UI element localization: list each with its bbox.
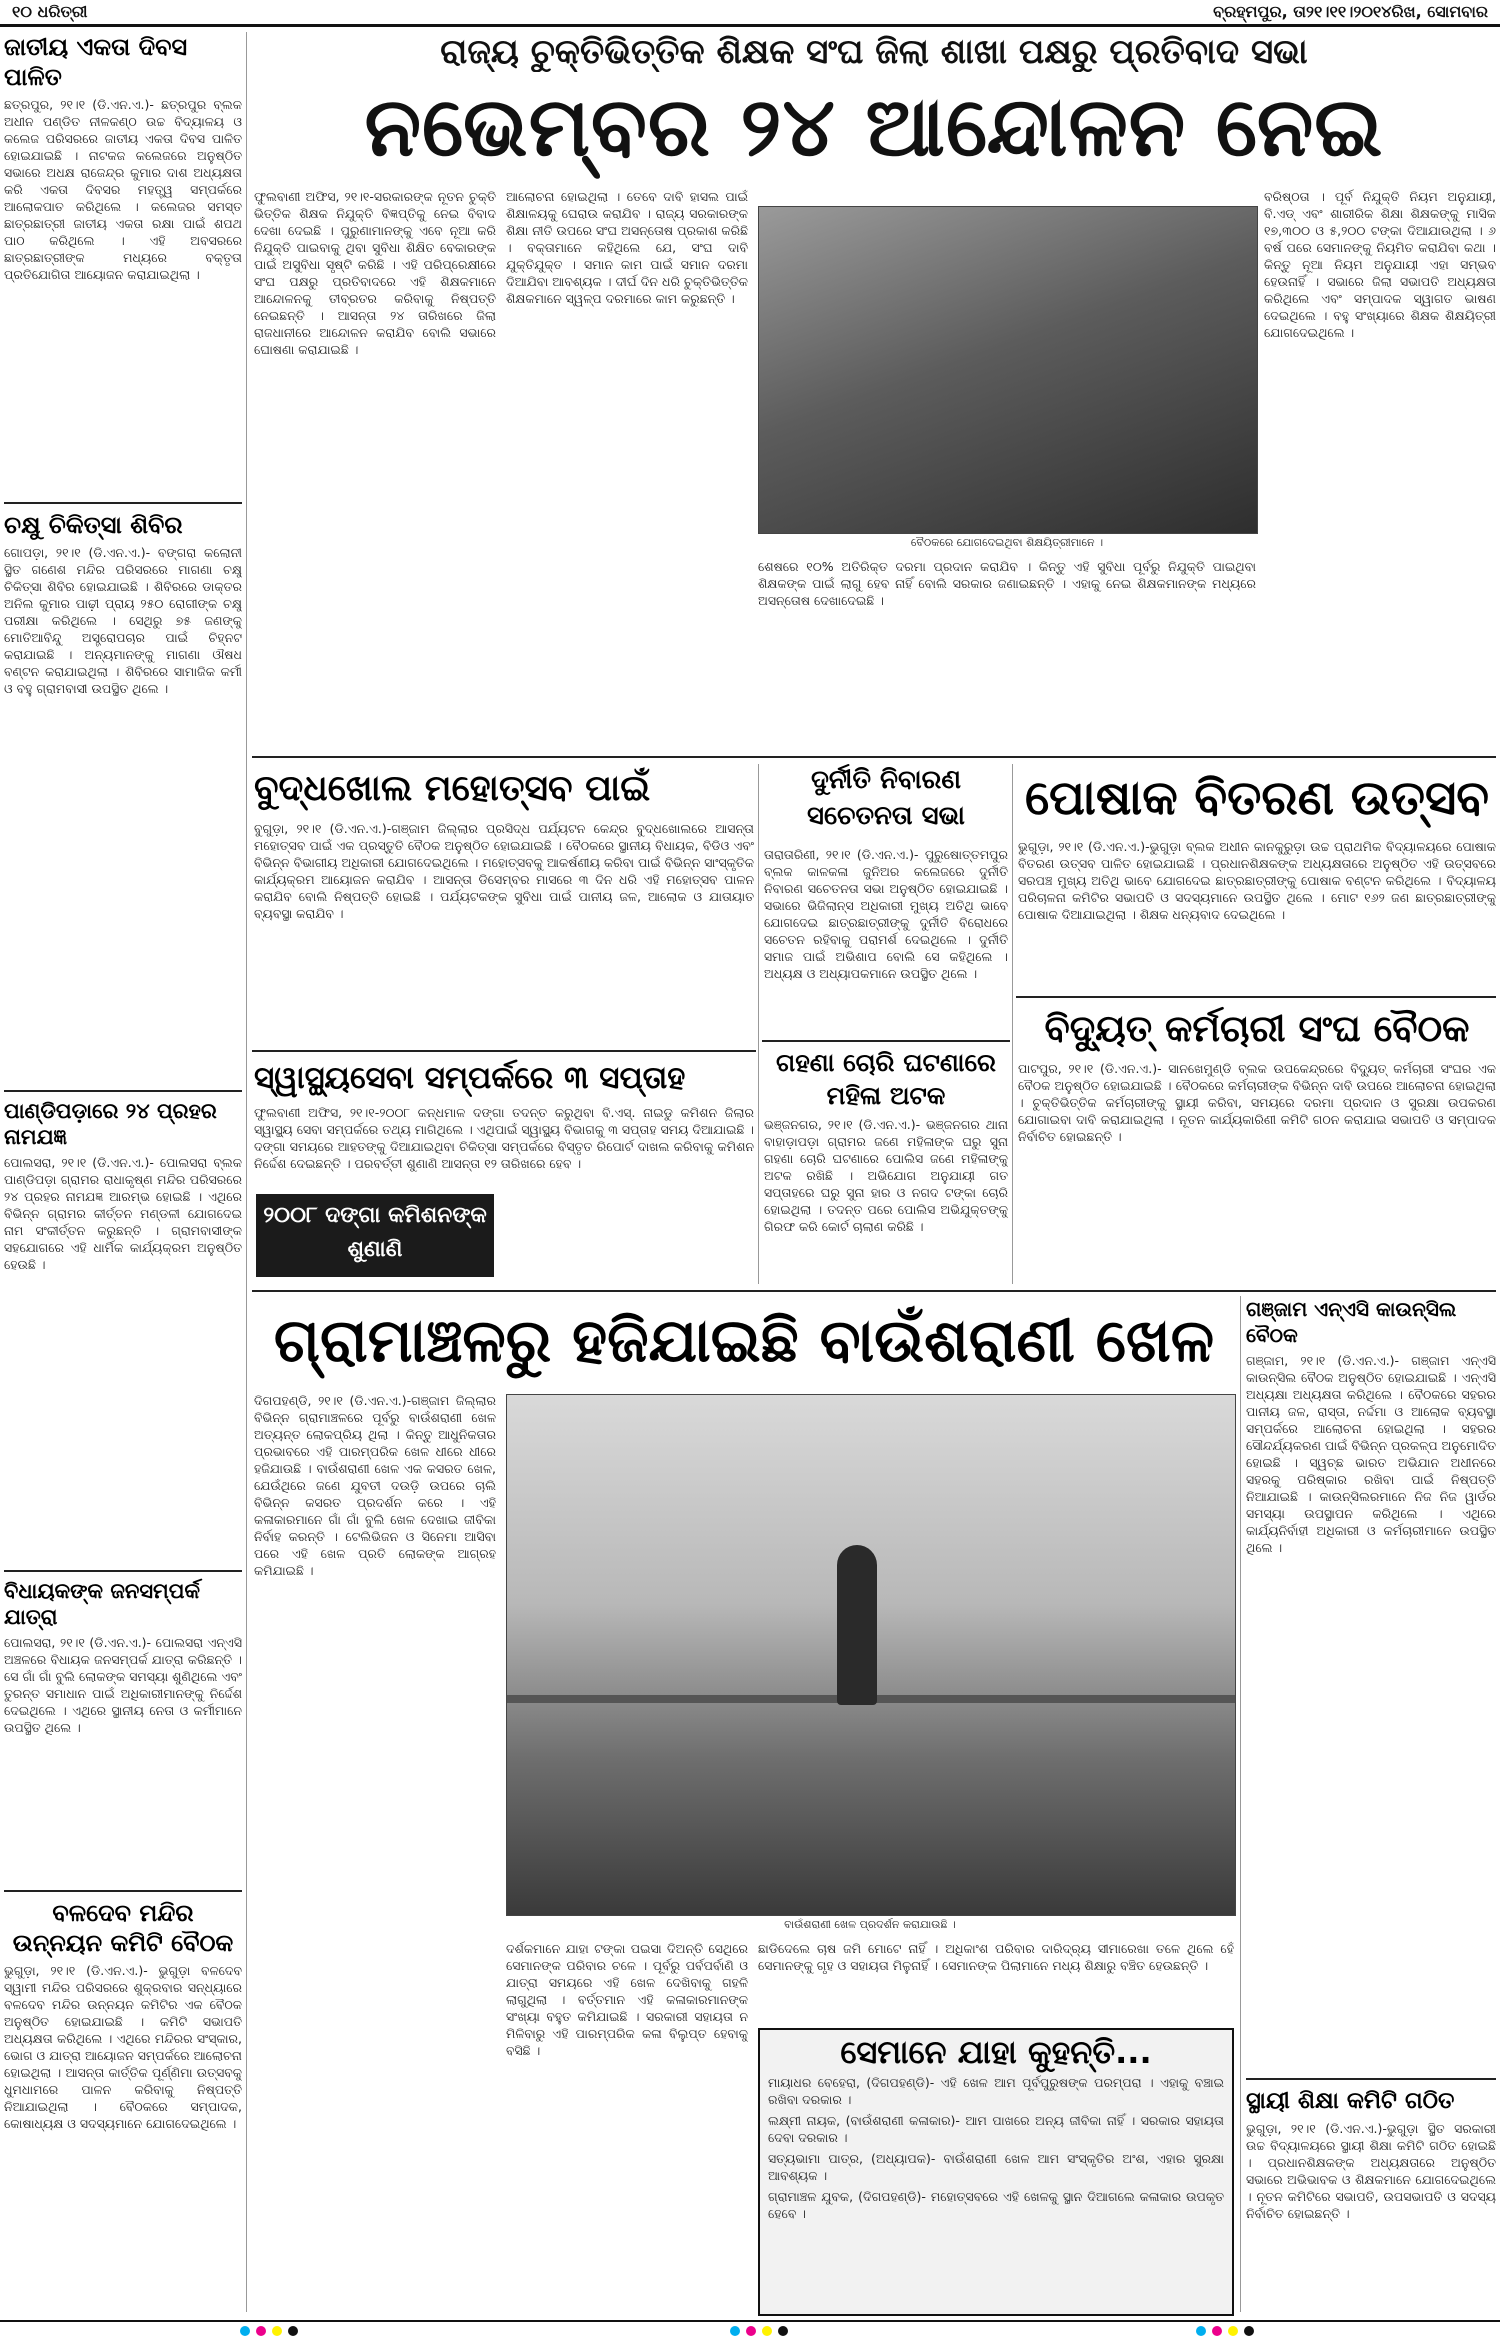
cyan-mark-icon <box>1196 2326 1206 2336</box>
divider <box>1246 2078 1496 2080</box>
story-headline: ଚକ୍ଷୁ ଚିକିତ୍ସା ଶିବିର <box>4 511 183 539</box>
cyan-mark-icon <box>730 2326 740 2336</box>
feature-body-col1: ଦିଗପହଣ୍ଡି, ୨୧।୧ (ଡି.ଏନ.ଏ.)-ଗଞ୍ଜାମ ଜିଲ୍ଲାର ବିଭିନ୍ନ ଗ୍ରାମାଞ୍ଚଳରେ ପୂର୍ବରୁ ବାଉଁଶରାଣୀ ଖେଳ ଅତ୍ୟନ୍ତ ଲୋକପ୍ରିୟ ଥିଲା । କିନ୍ତୁ ଆଧୁନିକତାର ପ୍ରଭାବରେ ଏହି ପାରମ୍ପରିକ ଖେଳ ଧୀରେ ଧୀରେ ହଜିଯାଉଛି । ବାଉଁଶରାଣୀ ଖେଳ ଏକ କସରତ ଖେଳ, ଯେଉଁଥିରେ ଜଣେ ଯୁବତୀ ଦଉଡ଼ି ଉପରେ ଚାଲି ବିଭିନ୍ନ କସରତ ପ୍ରଦର୍ଶନ କରେ । ଏହି କଳାକାରମାନେ ଗାଁ ଗାଁ ବୁଲି ଖେଳ ଦେଖାଇ ଜୀବିକା ନିର୍ବାହ କରନ୍ତି । ଟେଲିଭିଜନ ଓ ସିନେମା ଆସିବା ପରେ ଏହି ଖେଳ ପ୍ରତି ଲୋକଙ୍କ ଆଗ୍ରହ କମିଯାଇଛି । <box>254 1393 496 1578</box>
quote-item: ମାୟାଧର ବେହେରା, (ଦିଗପହଣ୍ଡି)- ଏହି ଖେଳ ଆମ ପୂର୍ବପୁରୁଷଙ୍କ ପରମ୍ପରା । ଏହାକୁ ବଞ୍ଚାଇ ରଖିବା ଦରକାର । <box>768 2075 1224 2107</box>
story-headline: ଦୁର୍ନୀତି ନିବାରଣ ସଚେତନତା ସଭା <box>807 765 965 831</box>
lead-body-col4: ବରିଷ୍ଠତା । ପୂର୍ବ ନିଯୁକ୍ତି ନିୟମ ଅନୁଯାୟୀ, ବି.ଏଡ୍ ଏବଂ ଶାରୀରିକ ଶିକ୍ଷା ଶିକ୍ଷକଙ୍କୁ ମାସିକ ୧୭,୩୦୦ ଓ ୫,୨୦୦ ଟଙ୍କା ଦିଆଯାଉଥିଲା । ୬ ବର୍ଷ ପରେ ସେମାନଙ୍କୁ ନିୟମିତ କରାଯିବା କଥା । କିନ୍ତୁ ନୂଆ ନିୟମ ଅନୁଯାୟୀ ଏହା ସମ୍ଭବ ହେଉନାହିଁ । ସଭାରେ ଜିଲା ସଭାପତି ଅଧ୍ୟକ୍ଷତା କରିଥିଲେ ଏବଂ ସମ୍ପାଦକ ସ୍ୱାଗତ ଭାଷଣ ଦେଇଥିଲେ । ବହୁ ସଂଖ୍ୟାରେ ଶିକ୍ଷକ ଶିକ୍ଷୟିତ୍ରୀ ଯୋଗଦେଇଥିଲେ । <box>1264 189 1496 340</box>
lead-body-col1: ଫୁଲବାଣୀ ଅଫିସ, ୨୧।୧-ସରକାରଙ୍କ ନୂତନ ଚୁକ୍ତି ଭିତ୍ତିକ ଶିକ୍ଷକ ନିଯୁକ୍ତି ବିଜ୍ଞପ୍ତିକୁ ନେଇ ବିବାଦ ଦେଖା ଦେଇଛି । ପୁରୁଣାମାନଙ୍କୁ ଏବେ ନୂଆ କରି ନିଯୁକ୍ତି ପାଇବାକୁ ଥିବା ସୁବିଧା ଶିକ୍ଷିତ ବେକାରଙ୍କ ପାଇଁ ଅସୁବିଧା ସୃଷ୍ଟି କରିଛି । ଏହି ପରିପ୍ରେକ୍ଷୀରେ ସଂଘ ପକ୍ଷରୁ ପ୍ରତିବାଦରେ ଏହି ଶିକ୍ଷକମାନେ ଆନ୍ଦୋଳନକୁ ତୀବ୍ରତର କରିବାକୁ ନିଷ୍ପତ୍ତି ନେଇଛନ୍ତି । ଆସନ୍ତା ୨୪ ତାରିଖରେ ଜିଲା ରାଜଧାନୀରେ ଆନ୍ଦୋଳନ କରାଯିବ ବୋଲି ସଭାରେ ଘୋଷଣା କରାଯାଇଛି । <box>254 189 496 357</box>
quotes-title: ସେମାନେ ଯାହା କୁହନ୍ତି... <box>840 2033 1152 2071</box>
story-body: ଭୁଗୁଡ଼ା, ୨୧।୧ (ଡି.ଏନ.ଏ.)- ଭୁଗୁଡ଼ା ବଳଦେବ ସ୍ୱାମୀ ମନ୍ଦିର ପରିସରରେ ଶୁକ୍ରବାର ସନ୍ଧ୍ୟାରେ ବଳଦେବ ମନ୍ଦିର ଉନ୍ନୟନ କମିଟିର ଏକ ବୈଠକ ଅନୁଷ୍ଠିତ ହୋଇଯାଇଛି । କମିଟି ସଭାପତି ଅଧ୍ୟକ୍ଷତା କରିଥିଲେ । ଏଥିରେ ମନ୍ଦିରର ସଂସ୍କାର, ଭୋଗ ଓ ଯାତ୍ରା ଆୟୋଜନ ସମ୍ପର୍କରେ ଆଲୋଚନା ହୋଇଥିଲା । ଆସନ୍ତା କାର୍ତ୍ତିକ ପୂର୍ଣ୍ଣିମା ଉତ୍ସବକୁ ଧୁମଧାମରେ ପାଳନ କରିବାକୁ ନିଷ୍ପତ୍ତି ନିଆଯାଇଥିଲା । ବୈଠକରେ ସମ୍ପାଦକ, କୋଷାଧ୍ୟକ୍ଷ ଓ ସଦସ୍ୟମାନେ ଯୋଗଦେଇଥିଲେ । <box>4 1963 242 2131</box>
quotes-box <box>758 2028 1234 2316</box>
story-headline: ବଳଦେବ ମନ୍ଦିର ଉନ୍ନୟନ କମିଟି ବୈଠକ <box>12 1899 234 1957</box>
story-headline: ଗହଣା ଚୋରି ଘଟଣାରେ ମହିଳା ଅଟକ <box>776 1048 996 1110</box>
column-rule <box>758 764 759 1284</box>
story-body: ଗଞ୍ଜାମ, ୨୧।୧ (ଡି.ଏନ.ଏ.)- ଗଞ୍ଜାମ ଏନ୍ଏସି କାଉନ୍ସିଲ ବୈଠକ ଅନୁଷ୍ଠିତ ହୋଇଯାଇଛି । ଏନ୍ଏସି ଅଧ୍ୟକ୍ଷା ଅଧ୍ୟକ୍ଷତା କରିଥିଲେ । ବୈଠକରେ ସହରର ପାନୀୟ ଜଳ, ରାସ୍ତା, ନର୍ଦ୍ଦମା ଓ ଆଲୋକ ବ୍ୟବସ୍ଥା ସମ୍ପର୍କରେ ଆଲୋଚନା ହୋଇଥିଲା । ସହରର ସୌନ୍ଦର୍ଯ୍ୟକରଣ ପାଇଁ ବିଭିନ୍ନ ପ୍ରକଳ୍ପ ଅନୁମୋଦିତ ହୋଇଛି । ସ୍ୱଚ୍ଛ ଭାରତ ଅଭିଯାନ ଅଧୀନରେ ସହରକୁ ପରିଷ୍କାର ରଖିବା ପାଇଁ ନିଷ୍ପତ୍ତି ନିଆଯାଇଛି । କାଉନ୍ସିଲରମାନେ ନିଜ ନିଜ ୱାର୍ଡର ସମସ୍ୟା ଉପସ୍ଥାପନ କରିଥିଲେ । ଏଥିରେ କାର୍ଯ୍ୟନିର୍ବାହୀ ଅଧିକାରୀ ଓ କର୍ମଚାରୀମାନେ ଉପସ୍ଥିତ ଥିଲେ । <box>1246 1353 1496 1555</box>
story-headline: ବିଧାୟକଙ୍କ ଜନସମ୍ପର୍କ ଯାତ୍ରା <box>4 1579 200 1629</box>
divider <box>4 502 242 504</box>
yellow-mark-icon <box>762 2326 772 2336</box>
black-mark-icon <box>288 2326 298 2336</box>
feature-photo-caption: ବାଉଁଶରାଣୀ ଖେଳ ପ୍ରଦର୍ଶନ କରାଯାଉଛି । <box>784 1918 956 1931</box>
magenta-mark-icon <box>746 2326 756 2336</box>
story-body: ତାରାତାରିଣୀ, ୨୧।୧ (ଡି.ଏନ.ଏ.)- ପୁରୁଷୋତ୍ତମପୁର ବ୍ଲକ କାଳକଳା ଜୁନିଅର କଲେଜରେ ଦୁର୍ନୀତି ନିବାରଣ ସଚେତନତା ସଭା ଅନୁଷ୍ଠିତ ହୋଇଯାଇଛି । ସଭାରେ ଭିଜିଲାନ୍ସ ଅଧିକାରୀ ମୁଖ୍ୟ ଅତିଥି ଭାବେ ଯୋଗଦେଇ ଛାତ୍ରଛାତ୍ରୀଙ୍କୁ ଦୁର୍ନୀତି ବିରୋଧରେ ସଚେତନ ରହିବାକୁ ପରାମର୍ଶ ଦେଇଥିଲେ । ଦୁର୍ନୀତି ସମାଜ ପାଇଁ ଅଭିଶାପ ବୋଲି ସେ କହିଥିଲେ । ଅଧ୍ୟକ୍ଷ ଓ ଅଧ୍ୟାପକମାନେ ଉପସ୍ଥିତ ଥିଲେ । <box>764 847 1008 981</box>
column-rule <box>1240 1296 1241 2312</box>
story-body: ବୁଗୁଡ଼ା, ୨୧।୧ (ଡି.ଏନ.ଏ.)-ଗଞ୍ଜାମ ଜିଲ୍ଲାର ପ୍ରସିଦ୍ଧ ପର୍ଯ୍ୟଟନ କେନ୍ଦ୍ର ବୁଦ୍ଧଖୋଲରେ ଆସନ୍ତା ମହୋତ୍ସବ ପାଇଁ ଏକ ପ୍ରସ୍ତୁତି ବୈଠକ ଅନୁଷ୍ଠିତ ହୋଇଯାଇଛି । ବୈଠକରେ ସ୍ଥାନୀୟ ବିଧାୟକ, ବିଡିଓ ଏବଂ ବିଭିନ୍ନ ବିଭାଗୀୟ ଅଧିକାରୀ ଯୋଗଦେଇଥିଲେ । ମହୋତ୍ସବକୁ ଆକର୍ଷଣୀୟ କରିବା ପାଇଁ ବିଭିନ୍ନ ସାଂସ୍କୃତିକ କାର୍ଯ୍ୟକ୍ରମ ଆୟୋଜନ କରାଯିବ । ଆସନ୍ତା ଡିସେମ୍ବର ମାସରେ ୩ ଦିନ ଧରି ଏହି ମହୋତ୍ସବ ପାଳନ କରାଯିବ ବୋଲି ନିଷ୍ପତ୍ତି ହୋଇଛି । ପର୍ଯ୍ୟଟକଙ୍କ ସୁବିଧା ପାଇଁ ପାନୀୟ ଜଳ, ଆଲୋକ ଓ ଯାତାୟାତ ବ୍ୟବସ୍ଥା କରାଯିବ । <box>254 821 754 921</box>
feature-body-col3: ଛାଡିଦେଲେ ଚାଷ ଜମି ମୋଟେ ନାହିଁ । ଅଧିକାଂଶ ପରିବାର ଦାରିଦ୍ର୍ୟ ସୀମାରେଖା ତଳେ ଥିଲେ ହେଁ ସେମାନଙ୍କୁ ଗୃହ ଓ ସହାୟତା ମିଳୁନାହିଁ । ସେମାନଙ୍କ ପିଲାମାନେ ମଧ୍ୟ ଶିକ୍ଷାରୁ ବଞ୍ଚିତ ହେଉଛନ୍ତି । <box>758 1941 1234 1973</box>
lead-headline: ନଭେମ୍ବର ୨୪ ଆନ୍ଦୋଳନ ନେଇ <box>364 80 1384 175</box>
yellow-mark-icon <box>1228 2326 1238 2336</box>
quote-item: ଗ୍ରାମାଞ୍ଚଳ ଯୁବକ, (ଦିଗପହଣ୍ଡି)- ମହୋତ୍ସବରେ ଏହି ଖେଳକୁ ସ୍ଥାନ ଦିଆଗଲେ କଳାକାର ଉପକୃତ ହେବେ । <box>768 2189 1224 2221</box>
story-headline: ଜାତୀୟ ଏକତା ଦିବସ ପାଳିତ <box>4 33 188 91</box>
page-header <box>0 0 1500 27</box>
divider <box>252 1290 1496 1292</box>
lead-kicker: ରାଜ୍ୟ ଚୁକ୍ତିଭିତ୍ତିକ ଶିକ୍ଷକ ସଂଘ ଜିଲା ଶାଖା ପକ୍ଷରୁ ପ୍ରତିବାଦ ସଭା <box>440 32 1308 72</box>
black-mark-icon <box>778 2326 788 2336</box>
magenta-mark-icon <box>1212 2326 1222 2336</box>
yellow-mark-icon <box>272 2326 282 2336</box>
story-headline: ଗଞ୍ଜାମ ଏନ୍ଏସି କାଉନ୍ସିଲ ବୈଠକ <box>1246 1297 1457 1347</box>
print-footer <box>0 2320 1500 2341</box>
left-column <box>4 32 242 2317</box>
story-headline: ବିଦ୍ୟୁତ୍ କର୍ମଚାରୀ ସଂଘ ବୈଠକ <box>1044 1007 1470 1050</box>
divider <box>762 1040 1010 1042</box>
feature-headline: ଗ୍ରାମାଞ୍ଚଳରୁ ହଜିଯାଇଛି ବାଉଁଶରାଣୀ ଖେଳ <box>273 1306 1215 1376</box>
right-lower-column <box>1246 1296 1496 2312</box>
story-body: ପୋଲସରା, ୨୧।୧ (ଡି.ଏନ.ଏ.)- ପୋଲସରା ବ୍ଲକ ପାଣ୍ଡିପଡ଼ା ଗ୍ରାମର ରାଧାକୃଷ୍ଣ ମନ୍ଦିର ପରିସରରେ ୨୪ ପ୍ରହର ନାମଯଜ୍ଞ ଆରମ୍ଭ ହୋଇଛି । ଏଥିରେ ବିଭିନ୍ନ ଗ୍ରାମର କୀର୍ତ୍ତନ ମଣ୍ଡଳୀ ଯୋଗଦେଇ ନାମ ସଂକୀର୍ତ୍ତନ କରୁଛନ୍ତି । ଗ୍ରାମବାସୀଙ୍କ ସହଯୋଗରେ ଏହି ଧାର୍ମିକ କାର୍ଯ୍ୟକ୍ରମ ଅନୁଷ୍ଠିତ ହେଉଛି । <box>4 1155 242 1272</box>
story-headline: ବୁଦ୍ଧଖୋଲ ମହୋତ୍ସବ ପାଇଁ <box>254 768 651 809</box>
story-body: ଗୋପଡ଼ା, ୨୧।୧ (ଡି.ଏନ.ଏ.)- ବଙ୍ଗରା କଲୋନୀ ସ୍ଥିତ ଗଣେଶ ମନ୍ଦିର ପରିସରରେ ମାଗଣା ଚକ୍ଷୁ ଚିକିତ୍ସା ଶିବିର ହୋଇଯାଇଛି । ଶିବିରରେ ଡାକ୍ତର ଅନିଲ କୁମାର ପାଢ଼ୀ ପ୍ରାୟ ୨୫୦ ରୋଗୀଙ୍କ ଚକ୍ଷୁ ପରୀକ୍ଷା କରିଥିଲେ । ସେଥିରୁ ୭୫ ଜଣଙ୍କୁ ମୋତିଆବିନ୍ଦୁ ଅସ୍ତ୍ରୋପଚାର ପାଇଁ ଚିହ୍ନଟ କରାଯାଇଛି । ଅନ୍ୟମାନଙ୍କୁ ମାଗଣା ଔଷଧ ବଣ୍ଟନ କରାଯାଇଥିଲା । ଶିବିରରେ ସାମାଜିକ କର୍ମୀ ଓ ବହୁ ଗ୍ରାମବାସୀ ଉପସ୍ଥିତ ଥିଲେ । <box>4 545 242 696</box>
story-headline: ପାଣ୍ଡିପଡ଼ାରେ ୨୪ ପ୍ରହର ନାମଯଜ୍ଞ <box>4 1099 217 1149</box>
cyan-mark-icon <box>240 2326 250 2336</box>
quote-item: ସତ୍ୟଭାମା ପାତ୍ର, (ଅଧ୍ୟାପକ)- ବାଉଁଶରାଣୀ ଖେଳ ଆମ ସଂସ୍କୃତିର ଅଂଶ, ଏହାର ସୁରକ୍ଷା ଆବଶ୍ୟକ । <box>768 2151 1224 2183</box>
story-headline: ସ୍ଥାୟୀ ଶିକ୍ଷା କମିଟି ଗଠିତ <box>1246 2088 1455 2114</box>
story-headline: ପୋଷାକ ବିତରଣ ଉତ୍ସବ <box>1024 770 1490 826</box>
lead-photo <box>758 206 1258 534</box>
divider <box>4 1890 242 1892</box>
lead-body-col3: ଶେଷରେ ୧୦% ଅତିରିକ୍ତ ଦରମା ପ୍ରଦାନ କରାଯିବ । କିନ୍ତୁ ଏହି ସୁବିଧା ପୂର୍ବରୁ ନିଯୁକ୍ତି ପାଇଥିବା ଶିକ୍ଷକଙ୍କ ପାଇଁ ଲାଗୁ ହେବ ନାହିଁ ବୋଲି ସରକାର ଜଣାଇଛନ୍ତି । ଏହାକୁ ନେଇ ଶିକ୍ଷକମାନଙ୍କ ମଧ୍ୟରେ ଅସନ୍ତୋଷ ଦେଖାଦେଇଛି । <box>758 559 1256 608</box>
story-body: ଭଞ୍ଜନଗର, ୨୧।୧ (ଡି.ଏନ.ଏ.)- ଭଞ୍ଜନଗର ଥାନା ବାହାଡ଼ାପଡ଼ା ଗ୍ରାମର ଜଣେ ମହିଳାଙ୍କ ଘରୁ ସୁନା ଗହଣା ଚୋରି ଘଟଣାରେ ପୋଲିସ ଜଣେ ମହିଳାଙ୍କୁ ଅଟକ ରଖିଛି । ଅଭିଯୋଗ ଅନୁଯାୟୀ ଗତ ସପ୍ତାହରେ ଘରୁ ସୁନା ହାର ଓ ନଗଦ ଟଙ୍କା ଚୋରି ହୋଇଥିଲା । ତଦନ୍ତ ପରେ ପୋଲିସ ଅଭିଯୁକ୍ତଙ୍କୁ ଗିରଫ କରି କୋର୍ଟ ଚାଲାଣ କରିଛି । <box>764 1117 1008 1234</box>
story-body: ପାଟପୁର, ୨୧।୧ (ଡି.ଏନ.ଏ.)- ସାନଖେମୁଣ୍ଡି ବ୍ଲକ ଉପକେନ୍ଦ୍ରରେ ବିଦ୍ୟୁତ୍ କର୍ମଚାରୀ ସଂଘର ଏକ ବୈଠକ ଅନୁଷ୍ଠିତ ହୋଇଯାଇଛି । ବୈଠକରେ କର୍ମଚାରୀଙ୍କ ବିଭିନ୍ନ ଦାବି ଉପରେ ଆଲୋଚନା ହୋଇଥିଲା । ଚୁକ୍ତିଭିତ୍ତିକ କର୍ମଚାରୀଙ୍କୁ ସ୍ଥାୟୀ କରିବା, ସମୟରେ ଦରମା ପ୍ରଦାନ ଓ ସୁରକ୍ଷା ଉପକରଣ ଯୋଗାଇବା ଦାବି କରାଯାଇଥିଲା । ନୂତନ କାର୍ଯ୍ୟକାରିଣୀ କମିଟି ଗଠନ କରାଯାଇ ସଭାପତି ଓ ସମ୍ପାଦକ ନିର୍ବାଚିତ ହୋଇଛନ୍ତି । <box>1018 1061 1496 1144</box>
lead-photo-caption: ବୈଠକରେ ଯୋଗଦେଇଥିବା ଶିକ୍ଷୟିତ୍ରୀମାନେ । <box>910 536 1104 549</box>
black-mark-icon <box>1244 2326 1254 2336</box>
story-body: ପୋଲସରା, ୨୧।୧ (ଡି.ଏନ.ଏ.)- ପୋଲସରା ଏନ୍ଏସି ଅଞ୍ଚଳରେ ବିଧାୟକ ଜନସମ୍ପର୍କ ଯାତ୍ରା କରିଛନ୍ତି । ସେ ଗାଁ ଗାଁ ବୁଲି ଲୋକଙ୍କ ସମସ୍ୟା ଶୁଣିଥିଲେ ଏବଂ ତୁରନ୍ତ ସମାଧାନ ପାଇଁ ଅଧିକାରୀମାନଙ୍କୁ ନିର୍ଦ୍ଦେଶ ଦେଇଥିଲେ । ଏଥିରେ ସ୍ଥାନୀୟ ନେତା ଓ କର୍ମୀମାନେ ଉପସ୍ଥିତ ଥିଲେ । <box>4 1635 242 1735</box>
quote-item: ଲକ୍ଷ୍ମୀ ନାୟକ, (ବାଉଁଶରାଣୀ କଳାକାର)- ଆମ ପାଖରେ ଅନ୍ୟ ଜୀବିକା ନାହିଁ । ସରକାର ସହାୟତା ଦେବା ଦରକାର । <box>768 2113 1224 2145</box>
story-body: ଭୁଗୁଡ଼ା, ୨୧।୧ (ଡି.ଏନ.ଏ.)-ଭୁଗୁଡ଼ା ସ୍ଥିତ ସରକାରୀ ଉଚ୍ଚ ବିଦ୍ୟାଳୟରେ ସ୍ଥାୟୀ ଶିକ୍ଷା କମିଟି ଗଠିତ ହୋଇଛି । ପ୍ରଧାନଶିକ୍ଷକଙ୍କ ଅଧ୍ୟକ୍ଷତାରେ ଅନୁଷ୍ଠିତ ସଭାରେ ଅଭିଭାବକ ଓ ଶିକ୍ଷକମାନେ ଯୋଗଦେଇଥିଲେ । ନୂତନ କମିଟିରେ ସଭାପତି, ଉପସଭାପତି ଓ ସଦସ୍ୟ ନିର୍ବାଚିତ ହୋଇଛନ୍ତି । <box>1246 2121 1496 2221</box>
feature-photo <box>506 1394 1236 1916</box>
magenta-mark-icon <box>256 2326 266 2336</box>
divider <box>4 1570 242 1572</box>
story-body: ଫୁଲବାଣୀ ଅଫିସ, ୨୧।୧-୨୦୦୮ କନ୍ଧମାଳ ଦଙ୍ଗା ତଦନ୍ତ କରୁଥିବା ବି.ଏସ୍. ନାଇଡୁ କମିଶନ ଜିଲାର ସ୍ୱାସ୍ଥ୍ୟ ସେବା ସମ୍ପର୍କରେ ତଥ୍ୟ ମାଗିଥିଲେ । ଏଥିପାଇଁ ସ୍ୱାସ୍ଥ୍ୟ ବିଭାଗକୁ ୩ ସପ୍ତାହ ସମୟ ଦିଆଯାଇଛି । ଦଙ୍ଗା ସମୟରେ ଆହତଙ୍କୁ ଦିଆଯାଇଥିବା ଚିକିତ୍ସା ସମ୍ପର୍କରେ ବିସ୍ତୃତ ରିପୋର୍ଟ ଦାଖଲ କରିବାକୁ କମିଶନ ନିର୍ଦ୍ଦେଶ ଦେଇଛନ୍ତି । ପରବର୍ତ୍ତୀ ଶୁଣାଣି ଆସନ୍ତା ୧୨ ତାରିଖରେ ହେବ । <box>254 1105 754 1171</box>
page-label: ୧୦ ଧରିତ୍ରୀ <box>12 2 88 21</box>
story-body: ଛତ୍ରପୁର, ୨୧।୧ (ଡି.ଏନ.ଏ.)- ଛତ୍ରପୁର ବ୍ଲକ ଅଧୀନ ପଣ୍ଡିତ ନୀଳକଣ୍ଠ ଉଚ୍ଚ ବିଦ୍ୟାଳୟ ଓ କଲେଜ ପରିସରରେ ଜାତୀୟ ଏକତା ଦିବସ ପାଳିତ ହୋଇଯାଇଛି । ନାଟକଜ କଲେଜରେ ଅନୁଷ୍ଠିତ ସଭାରେ ଅଧକ୍ଷ ରାଜେନ୍ଦ୍ର କୁମାର ଦାଶ ଅଧ୍ୟକ୍ଷତା କରି ଏକତା ଦିବସର ମହତ୍ତ୍ୱ ସମ୍ପର୍କରେ ଆଲୋକପାତ କରିଥିଲେ । କଲେଜର ସମସ୍ତ ଛାତ୍ରଛାତ୍ରୀ ଜାତୀୟ ଏକତା ରକ୍ଷା ପାଇଁ ଶପଥ ପାଠ କରିଥିଲେ । ଏହି ଅବସରରେ ଛାତ୍ରଛାତ୍ରୀଙ୍କ ମଧ୍ୟରେ ବକ୍ତୃତା ପ୍ରତିଯୋଗିତା ଆୟୋଜନ କରାଯାଇଥିଲା । <box>4 97 242 282</box>
feature-body-col2: ଦର୍ଶକମାନେ ଯାହା ଟଙ୍କା ପଇସା ଦିଅନ୍ତି ସେଥିରେ ସେମାନଙ୍କ ପରିବାର ଚଳେ । ପୂର୍ବରୁ ପର୍ବପର୍ବାଣି ଓ ଯାତ୍ରା ସମୟରେ ଏହି ଖେଳ ଦେଖିବାକୁ ଗହଳି ଲାଗୁଥିଲା । ବର୍ତ୍ତମାନ ଏହି କଳାକାରମାନଙ୍କ ସଂଖ୍ୟା ବହୁତ କମିଯାଇଛି । ସରକାରୀ ସହାୟତା ନ ମିଳିବାରୁ ଏହି ପାରମ୍ପରିକ କଳା ବିଲୁପ୍ତ ହେବାକୁ ବସିଛି । <box>506 1941 748 2058</box>
dateline: ବ୍ରହ୍ମପୁର, ତା୨୧।୧୧।୨୦୧୪ରିଖ, ସୋମବାର <box>1213 2 1488 21</box>
column-rule <box>1012 764 1013 1284</box>
column-rule <box>246 32 247 2312</box>
lead-body-col2: ଆଲୋଚନା ହୋଇଥିଲା । ତେବେ ଦାବି ହାସଲ ପାଇଁ ଶିକ୍ଷାଳୟକୁ ଘେରାଉ କରାଯିବ । ରାଜ୍ୟ ସରକାରଙ୍କ ଶିକ୍ଷା ନୀତି ଉପରେ ସଂଘ ଅସନ୍ତୋଷ ପ୍ରକାଶ କରିଛି । ବକ୍ତାମାନେ କହିଥିଲେ ଯେ, ସଂଘ ଦାବି ଯୁକ୍ତିଯୁକ୍ତ । ସମାନ କାମ ପାଇଁ ସମାନ ଦରମା ଦିଆଯିବା ଆବଶ୍ୟକ । ଦୀର୍ଘ ଦିନ ଧରି ଚୁକ୍ତିଭିତ୍ତିକ ଶିକ୍ଷକମାନେ ସ୍ୱଳ୍ପ ଦରମାରେ କାମ କରୁଛନ୍ତି । <box>506 189 748 306</box>
divider <box>252 1050 756 1052</box>
performer-figure <box>837 1545 877 1705</box>
commission-hearing-box: ୨୦୦୮ ଦଙ୍ଗା କମିଶନଙ୍କ ଶୁଣାଣି <box>256 1194 494 1277</box>
divider <box>1016 996 1496 998</box>
story-body: ଭୁଗୁଡ଼ା, ୨୧।୧ (ଡି.ଏନ.ଏ.)-ଭୁଗୁଡ଼ା ବ୍ଲକ ଅଧୀନ କାନକୁରୁଡ଼ା ଉଚ୍ଚ ପ୍ରାଥମିକ ବିଦ୍ୟାଳୟରେ ପୋଷାକ ବିତରଣ ଉତ୍ସବ ପାଳିତ ହୋଇଯାଇଛି । ପ୍ରଧାନଶିକ୍ଷକଙ୍କ ଅଧ୍ୟକ୍ଷତାରେ ଅନୁଷ୍ଠିତ ଏହି ଉତ୍ସବରେ ସରପଞ୍ଚ ମୁଖ୍ୟ ଅତିଥି ଭାବେ ଯୋଗଦେଇ ଛାତ୍ରଛାତ୍ରୀଙ୍କୁ ପୋଷାକ ବଣ୍ଟନ କରିଥିଲେ । ବିଦ୍ୟାଳୟ ପରିଚାଳନା କମିଟିର ସଭାପତି ଓ ସଦସ୍ୟମାନେ ଉପସ୍ଥିତ ଥିଲେ । ମୋଟ ୧୬୨ ଜଣ ଛାତ୍ରଛାତ୍ରୀଙ୍କୁ ପୋଷାକ ଦିଆଯାଇଥିଲା । ଶିକ୍ଷକ ଧନ୍ୟବାଦ ଦେଇଥିଲେ । <box>1018 839 1496 922</box>
story-headline: ସ୍ୱାସ୍ଥ୍ୟସେବା ସମ୍ପର୍କରେ ୩ ସପ୍ତାହ <box>254 1060 686 1096</box>
divider <box>4 1090 242 1092</box>
divider <box>252 756 1496 758</box>
